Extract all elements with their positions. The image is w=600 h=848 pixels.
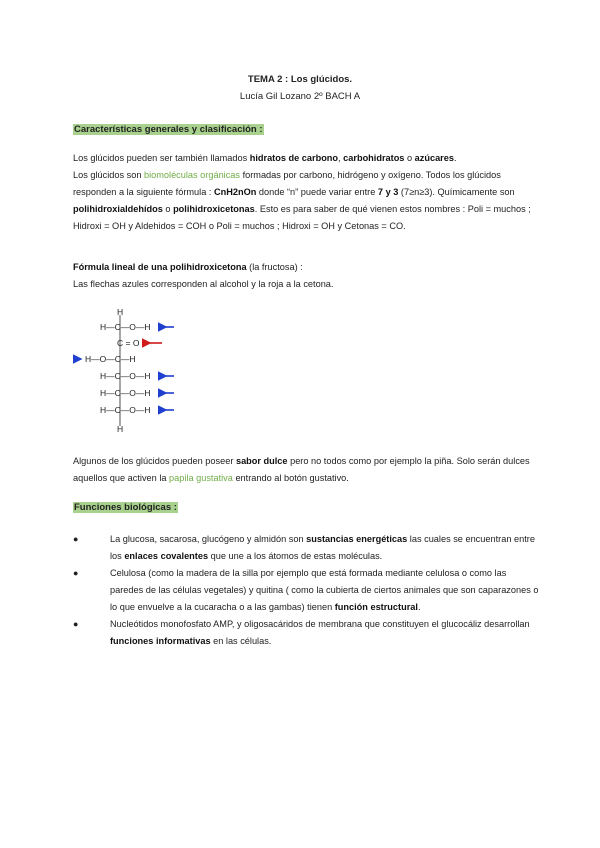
bottom-hydrogen: H (117, 424, 124, 434)
section-heading-functions (73, 499, 543, 516)
row-2: C = O (117, 338, 140, 348)
list-item: ● Nucleótidos monofosfato AMP, y oligosacáridos de membrana que constituyen el glucocáliz desarrollan funciones informativas en las células. (110, 616, 540, 650)
formula-heading: Fórmula lineal de una polihidroxicetona (la fructosa) : Las flechas azules corresponden al alcohol y la roja a la cetona. (73, 259, 543, 293)
row-5: H—C—O—H (100, 388, 151, 398)
document-title: TEMA 2 : Los glúcidos. (247, 74, 353, 85)
green-term: papila gustativa (169, 473, 233, 483)
functions-list (73, 531, 540, 650)
list-item: ● Celulosa (como la madera de la silla por ejemplo que está formada mediante celulosa o como las paredes de las células vegetales) y quitina ( como la cubierta de ciertos animales que son caparazones o lo que envuelve a la cucaracha o a las gambas) tienen función estructural. (110, 565, 540, 616)
section-heading-general (73, 121, 543, 138)
top-hydrogen: H (117, 307, 124, 317)
highlighted-heading: Características generales y clasificación : (74, 124, 263, 135)
row-3: H—O—C—H (85, 354, 136, 364)
paragraph-sweet-taste: Algunos de los glúcidos pueden poseer sabor dulce pero no todos como por ejemplo la piña. Solo serán dulces aquellos que activen la papila gustativa entrando al botón gustativo. (73, 456, 530, 483)
document-author: Lucía Gil Lozano 2º BACH A (239, 91, 361, 102)
bullet-icon: ● (73, 534, 79, 544)
row-6: H—C—O—H (100, 405, 151, 415)
bullet-icon: ● (73, 568, 79, 578)
list-item: ● La glucosa, sacarosa, glucógeno y almidón son sustancias energéticas las cuales se encuentran entre los enlaces covalentes que une a los átomos de estas moléculas. (110, 531, 540, 565)
fructose-structure-diagram (70, 306, 210, 436)
row-1: H—C—O—H (100, 322, 151, 332)
paragraph-definitions (73, 150, 543, 235)
paragraph-names: Los glúcidos pueden ser también llamados hidratos de carbono, carbohidratos o azúcares. (73, 153, 457, 163)
paragraph-composition: Los glúcidos son biomoléculas orgánicas formadas por carbono, hidrógeno y oxígeno. Todos los glúcidos responden a la siguiente fórmula : CnH2nOn donde “n” puede variar entre 7 y 3 (7≥n≥3). Químicamente son polihidroxialdehídos o polihidroxicetonas. Esto es para saber de qué vienen estos nombres : Poli = muchos ; Hidroxi = OH y Aldehidos = COH o Poli = muchos ; Hidroxi = OH y Cetonas = CO. (73, 170, 531, 231)
bullet-icon: ● (73, 619, 79, 629)
green-term: biomoléculas orgánicas (144, 170, 241, 180)
highlighted-heading: Funciones biológicas : (74, 502, 177, 513)
row-4: H—C—O—H (100, 371, 151, 381)
arrow-note: Las flechas azules corresponden al alcohol y la roja a la cetona. (73, 279, 334, 289)
